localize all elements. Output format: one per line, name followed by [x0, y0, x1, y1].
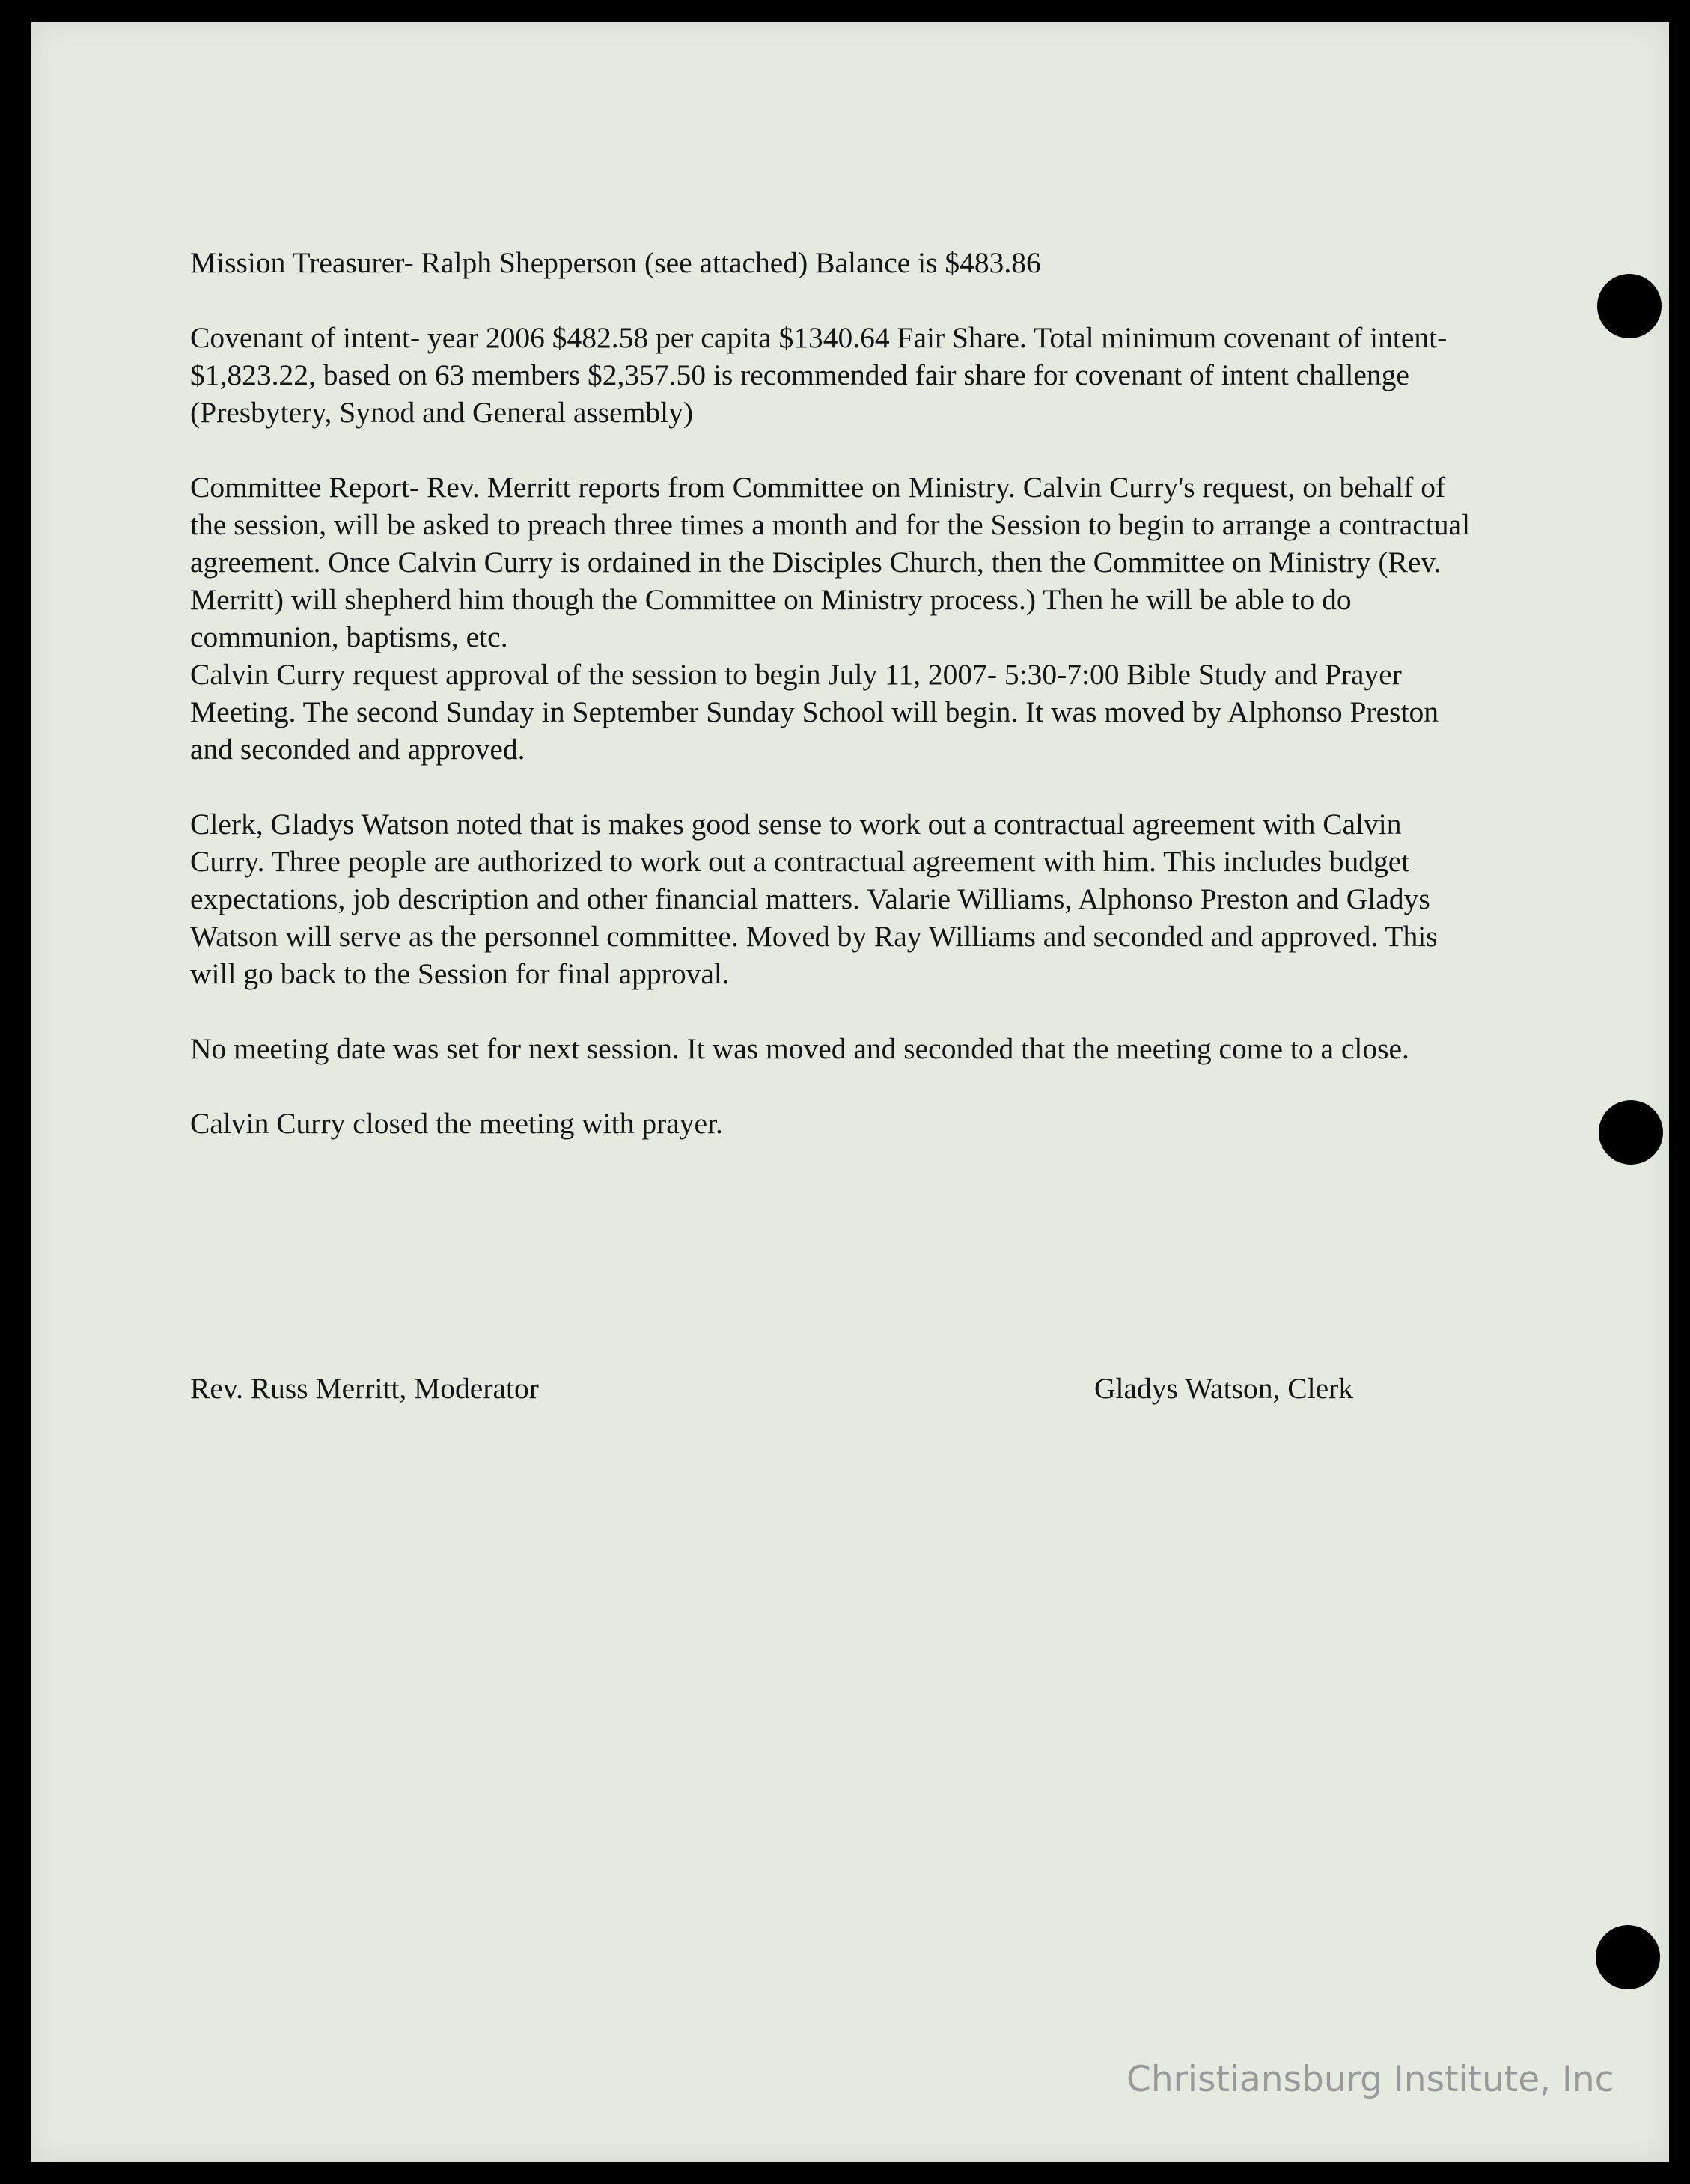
paragraph-next-meeting: No meeting date was set for next session. It was moved and seconded that the meeting come to a close.	[190, 1032, 1409, 1065]
paragraph-clerk-note: Clerk, Gladys Watson noted that is makes good sense to work out a contractual agreement with Calvin Curry. Three people are authorized to work out a contractual agreement with him. This includes budget expectations, job description and other financial matters. Valarie Williams, Alphonso Preston and Gladys Watson will serve as the personnel committee. Moved by Ray Williams and seconded and approved. This will go back to the Session for final approval.	[190, 808, 1438, 990]
paragraph-committee-report: Committee Report- Rev. Merritt reports from Committee on Ministry. Calvin Curry's request, on behalf of the session, will be asked to preach three times a month and for the Session to begin to arrange a contractual agreement. Once Calvin Curry is ordained in the Disciples Church, then the Committee on Ministry (Rev. Merritt) will shepherd him though the Committee on Ministry process.) Then he will be able to do communion, baptisms, etc.	[190, 471, 1471, 653]
paragraph-calvin-curry-request: Calvin Curry request approval of the session to begin July 11, 2007- 5:30-7:00 Bible Study and Prayer Meeting. The second Sunday in September Sunday School will begin. It was moved by Alphonso Preston and seconded and approved.	[190, 658, 1439, 766]
paragraph-covenant-of-intent: Covenant of intent- year 2006 $482.58 per capita $1340.64 Fair Share. Total minimum covenant of intent- $1,823.22, based on 63 members $2,357.50 is recommended fair share for covenant of intent challenge (Presbytery, Synod and General assembly)	[190, 321, 1448, 429]
paragraph-closing-prayer: Calvin Curry closed the meeting with prayer.	[190, 1107, 723, 1140]
signature-clerk: Gladys Watson, Clerk	[1094, 1372, 1354, 1405]
watermark: Christiansburg Institute, Inc	[1126, 2059, 1614, 2100]
punch-hole-top	[1597, 274, 1662, 338]
signature-moderator: Rev. Russ Merritt, Moderator	[190, 1372, 539, 1405]
paragraph-mission-treasurer: Mission Treasurer- Ralph Shepperson (see attached) Balance is $483.86	[190, 246, 1041, 279]
document-body	[190, 244, 1477, 1180]
punch-hole-bottom	[1596, 1925, 1660, 1989]
punch-hole-middle	[1599, 1100, 1663, 1165]
